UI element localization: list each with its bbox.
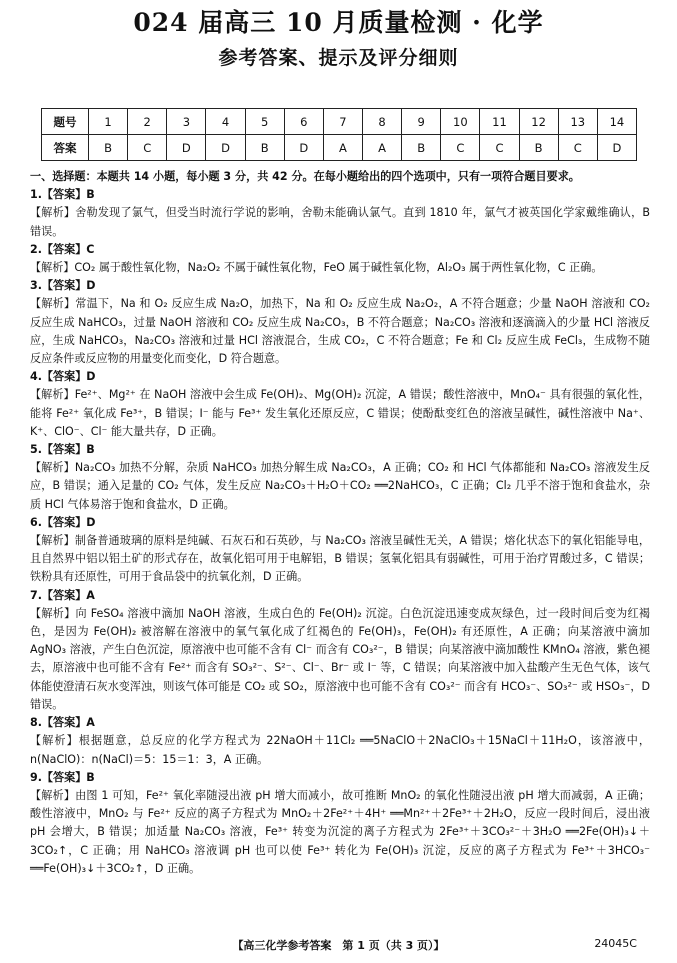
explanation-paragraph: 【解析】常温下，Na 和 O₂ 反应生成 Na₂O，加热下，Na 和 O₂ 反应生成 Na₂O₂，A 不符合题意；少量 NaOH 溶液和 CO₂ 反应生成 NaHCO₃，过量 NaOH 溶液和 CO₂ 反应生成 Na₂CO₃，B 不符合题意；Na₂CO₃ 溶液和逐滴滴入的少量 HCl 溶液反应，生成 NaHCO₃，Na₂CO₃ 溶液和过量 HCl 溶液混合，生成 CO₂，C 不符合题意；Fe 和 Cl₂ 反应生成 FeCl₃，生成物不随反应条件或反应物的用量变化而变化，D 符合题意。 [30, 297, 650, 366]
answer-line: 6.【答案】D [30, 515, 96, 529]
answer-table-answer-row [42, 135, 637, 161]
question-number-cell: 4 [206, 109, 245, 135]
page-title: 024 届高三 10 月质量检测 · 化学 [133, 8, 544, 37]
answer-cell: C [441, 135, 480, 161]
explanation-paragraph: 【解析】Na₂CO₃ 加热不分解，杂质 NaHCO₃ 加热分解生成 Na₂CO₃，A 正确；CO₂ 和 HCl 气体都能和 Na₂CO₃ 溶液发生反应，B 错误；通入足量的 CO₂ 气体，发生反应 Na₂CO₃＋H₂O＋CO₂ ══2NaHCO₃，C 正确；Cl₂ 几乎不溶于饱和食盐水，杂质 HCl 气体易溶于饱和食盐水，D 正确。 [30, 461, 650, 511]
answer-line: 3.【答案】D [30, 279, 96, 293]
question-number-cell: 10 [441, 109, 480, 135]
answer-line: 1.【答案】B [30, 188, 95, 202]
answer-cell: D [206, 135, 245, 161]
question-number-cell: 8 [362, 109, 401, 135]
section-heading: 一、选择题：本题共 14 小题，每小题 3 分，共 42 分。在每小题给出的四个选项中，只有一项符合题目要求。 [30, 170, 580, 183]
question-number-cell: 12 [519, 109, 558, 135]
question-number-cell: 2 [128, 109, 167, 135]
question-number-cell: 9 [402, 109, 441, 135]
explanation-paragraph: 【解析】制备普通玻璃的原料是纯碱、石灰石和石英砂，与 Na₂CO₃ 溶液呈碱性无关，A 错误；熔化状态下的氧化铝能导电，且自然界中铝以铝土矿的形式存在，故氧化铝可用于电解铝，B 错误；氢氧化铝具有弱碱性，可用于治疗胃酸过多，C 错误；铁粉具有还原性，可用于食品袋中的抗氧化剂，D 正确。 [30, 534, 650, 584]
answer-table-answer-header: 答案 [42, 135, 89, 161]
explanation-paragraph: 【解析】CO₂ 属于酸性氧化物，Na₂O₂ 不属于碱性氧化物，FeO 属于碱性氧化物，Al₂O₃ 属于两性氧化物，C 正确。 [30, 261, 603, 275]
question-number-cell: 5 [245, 109, 284, 135]
question-number-cell: 1 [89, 109, 128, 135]
answer-table-number-header: 题号 [42, 109, 89, 135]
answer-cell: A [362, 135, 401, 161]
answer-cell: B [519, 135, 558, 161]
answer-line: 2.【答案】C [30, 242, 95, 256]
explanation-paragraph: 【解析】由图 1 可知，Fe²⁺ 氧化率随浸出液 pH 增大而减小，故可推断 MnO₂ 的氧化性随浸出液 pH 增大而减弱，A 正确；酸性溶液中，MnO₂ 与 Fe²⁺ 反应的离子方程式为 MnO₂＋2Fe²⁺＋4H⁺ ══Mn²⁺＋2Fe³⁺＋2H₂O，反应一段时间后，浸出液 pH 会增大，B 错误；加适量 Na₂CO₃ 溶液，Fe³⁺ 转变为沉淀的离子方程式为 2Fe³⁺＋3CO₃²⁻＋3H₂O ══2Fe(OH)₃↓＋3CO₂↑，C 正确；用 NaHCO₃ 溶液调 pH 也可以使 Fe³⁺ 转化为 Fe(OH)₃ 沉淀，反应的离子方程式为 Fe³⁺＋3HCO₃⁻ ══Fe(OH)₃↓＋3CO₂↑，D 正确。 [30, 788, 650, 875]
explanation-paragraph: 【解析】舍勒发现了氯气，但受当时流行学说的影响，舍勒未能确认氯气。直到 1810 年，氯气才被英国化学家戴维确认，B 错误。 [30, 206, 650, 238]
footer-code: 24045C [594, 937, 637, 950]
answer-cell: D [167, 135, 206, 161]
page-subtitle: 参考答案、提示及评分细则 [218, 47, 459, 69]
answer-cell: B [245, 135, 284, 161]
footer-page-info: 【高三化学参考答案 第 1 页（共 3 页）】 [232, 939, 445, 952]
question-number-cell: 6 [284, 109, 323, 135]
question-number-cell: 7 [323, 109, 362, 135]
explanation-paragraph: 【解析】向 FeSO₄ 溶液中滴加 NaOH 溶液，生成白色的 Fe(OH)₂ 沉淀。白色沉淀迅速变成灰绿色，过一段时间后变为红褐色，是因为 Fe(OH)₂ 被溶解在溶液中的氧气氧化成了红褐色的 Fe(OH)₃，Fe(OH)₂ 有还原性，A 正确；向某溶液中滴加 AgNO₃ 溶液，产生白色沉淀，原溶液中也可能不含有 Cl⁻ 而含有 CO₃²⁻，B 错误；向某溶液中滴加酸性 KMnO₄ 溶液，紫色褪去，原溶液中也可能不含有 Fe²⁺ 而含有 SO₃²⁻、S²⁻、Cl⁻、Br⁻ 或 I⁻ 等，C 错误；向某溶液中加入盐酸产生无色气体，该气体能使澄清石灰水变浑浊，则该气体可能是 CO₂ 或 SO₂，原溶液中也可能不含有 CO₃²⁻ 而含有 HCO₃⁻、SO₃²⁻ 或 HSO₃⁻，D 错误。 [30, 606, 650, 711]
question-number-cell: 3 [167, 109, 206, 135]
answer-explanations [30, 168, 650, 878]
question-number-cell: 11 [480, 109, 519, 135]
answer-cell: C [128, 135, 167, 161]
answer-table [41, 108, 637, 161]
answer-line: 4.【答案】D [30, 370, 96, 384]
answer-cell: C [558, 135, 597, 161]
answer-cell: C [480, 135, 519, 161]
answer-line: 9.【答案】B [30, 770, 95, 784]
question-number-cell: 13 [558, 109, 597, 135]
answer-line: 7.【答案】A [30, 588, 95, 602]
answer-cell: D [284, 135, 323, 161]
answer-line: 8.【答案】A [30, 716, 95, 730]
question-number-cell: 14 [597, 109, 636, 135]
answer-cell: B [89, 135, 128, 161]
explanation-paragraph: 【解析】Fe²⁺、Mg²⁺ 在 NaOH 溶液中会生成 Fe(OH)₂、Mg(OH)₂ 沉淀，A 错误；酸性溶液中，MnO₄⁻ 具有很强的氧化性，能将 Fe²⁺ 氧化成 Fe³⁺，B 错误；I⁻ 能与 Fe³⁺ 发生氧化还原反应，C 错误；使酚酞变红色的溶液呈碱性，碱性溶液中 Na⁺、K⁺、ClO⁻、Cl⁻ 能大量共存，D 正确。 [30, 388, 650, 438]
answer-line: 5.【答案】B [30, 443, 95, 457]
answer-cell: A [323, 135, 362, 161]
answer-cell: B [402, 135, 441, 161]
answer-cell: D [597, 135, 636, 161]
explanation-paragraph: 【解析】根据题意，总反应的化学方程式为 22NaOH＋11Cl₂ ══5NaClO＋2NaClO₃＋15NaCl＋11H₂O，该溶液中，n(NaClO)：n(NaCl)＝5：15＝1：3，A 正确。 [30, 734, 650, 766]
answer-table-number-row [42, 109, 637, 135]
